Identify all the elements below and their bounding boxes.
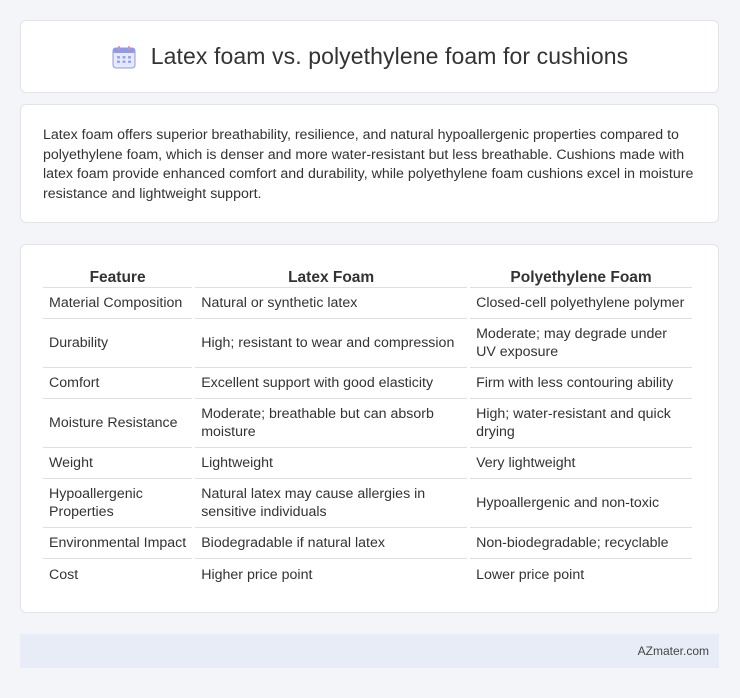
table-cell: Lightweight — [195, 448, 467, 479]
table-cell: Excellent support with good elasticity — [195, 368, 467, 399]
table-cell: Durability — [43, 319, 192, 368]
table-header-row — [43, 267, 692, 288]
table-cell: Moderate; breathable but can absorb moisture — [195, 399, 467, 448]
page-title: Latex foam vs. polyethylene foam for cushions — [150, 43, 629, 69]
table-cell: Weight — [43, 448, 192, 479]
table-cell: Natural latex may cause allergies in sensitive individuals — [195, 479, 467, 528]
table-cell: High; water-resistant and quick drying — [470, 399, 692, 448]
table-cell: Hypoallergenic and non-toxic — [470, 479, 692, 528]
title-card — [20, 20, 719, 93]
table-row — [43, 559, 692, 590]
table-cell: High; resistant to wear and compression — [195, 319, 467, 368]
table-row — [43, 288, 692, 319]
table-cell: Biodegradable if natural latex — [195, 528, 467, 559]
title-wrap — [111, 43, 629, 70]
table-cell: Closed-cell polyethylene polymer — [470, 288, 692, 319]
table-cell: Firm with less contouring ability — [470, 368, 692, 399]
header-polyethylene-foam: Polyethylene Foam — [470, 267, 692, 288]
header-feature: Feature — [43, 267, 192, 288]
table-cell: Very lightweight — [470, 448, 692, 479]
footer — [20, 634, 719, 668]
table-cell: Comfort — [43, 368, 192, 399]
table-row — [43, 368, 692, 399]
table-cell: Hypoallergenic Properties — [43, 479, 192, 528]
table-cell: Environmental Impact — [43, 528, 192, 559]
table-cell: Lower price point — [476, 566, 585, 583]
footer-site-name: AZmater.com — [637, 644, 709, 658]
comparison-table-card — [20, 244, 719, 613]
table-cell: Non-biodegradable; recyclable — [470, 528, 692, 559]
comparison-table — [40, 267, 695, 590]
table-row — [43, 448, 692, 479]
table-cell: Material Composition — [43, 288, 192, 319]
table-row — [43, 528, 692, 559]
summary-text: Latex foam offers superior breathability, resilience, and natural hypoallergenic properties compared to polyethylene foam, which is denser and more water-resistant but less breathable. Cushions made with latex foam provide enhanced comfort and durability, while polyethylene foam cushions excel in moisture resistance and lightweight support. — [43, 127, 694, 202]
summary-card — [20, 104, 719, 223]
header-latex-foam: Latex Foam — [195, 267, 467, 288]
table-row — [43, 399, 692, 448]
table-cell: Moisture Resistance — [43, 399, 192, 448]
table-cell: Moderate; may degrade under UV exposure — [470, 319, 692, 368]
table-row — [43, 319, 692, 368]
table-row — [43, 479, 692, 528]
table-cell: Higher price point — [201, 566, 313, 583]
table-cell: Natural or synthetic latex — [195, 288, 467, 319]
table-cell: Cost — [49, 566, 79, 583]
calendar-grid-icon — [111, 44, 137, 70]
